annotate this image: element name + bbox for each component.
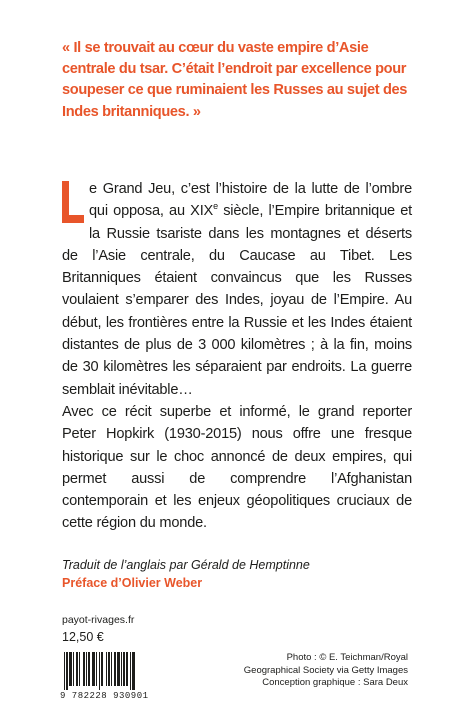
isbn-digits: 9 782228 930901 — [60, 691, 149, 701]
photo-credit-line-2: Geographical Society via Getty Images — [243, 664, 408, 676]
synopsis-paragraph-2: Avec ce récit superbe et informé, le grand reporter Peter Hopkirk (1930-2015) nous offre une fresque historique sur le choc annoncé de deux empires, qui permet aussi de comprendre l’Afghanistan contemporain et les enjeux géopolitiques cruciaux de cette région du monde. — [62, 403, 412, 532]
photo-credit — [240, 652, 408, 690]
price: 12,50 € — [62, 630, 104, 644]
translation-credits — [62, 557, 422, 592]
barcode — [62, 652, 166, 690]
design-credit-line: Conception graphique : Sara Deux — [262, 677, 408, 688]
preface-line: Préface d’Olivier Weber — [62, 575, 203, 590]
synopsis-paragraph-1-start: e Grand Jeu, c’est l’histoire de la lutte de l’ombre qui opposa, au XIX — [89, 181, 412, 220]
back-cover-quote: « Il se trouvait au cœur du vaste empire d’Asie centrale du tsar. C’était l’endroit par excellence pour soupeser ce que ruminaient les Russes au sujet des Indes britanniques. » — [62, 40, 408, 120]
synopsis-paragraph-1-end: siècle, l’Empire britannique et la Russie tsariste dans les montagnes et déserts de l’Asie centrale, du Caucase au Tibet. Les Britanniques étaient convaincus que les Russes voulaient s’emparer des Indes, joyau de l’Empire. Au début, les frontières entre la Russie et les Indes étaient distantes de plus de 3 000 kilomètres ; à la fin, moins de 30 kilomètres les séparaient par endroits. La guerre semblait inévitable… — [62, 203, 412, 398]
translated-by-label: Traduit de l’anglais par — [62, 558, 192, 572]
publisher-website: payot-rivages.fr — [62, 614, 135, 626]
translator-name: Gérald de Hemptinne — [191, 558, 310, 572]
translator-line — [62, 557, 422, 575]
drop-cap-letter — [62, 181, 84, 223]
synopsis — [62, 178, 412, 535]
photo-credit-line-1: Photo : © E. Teichman/Royal — [286, 652, 408, 663]
century-superscript: e — [213, 201, 218, 212]
barcode-bars — [62, 652, 166, 690]
